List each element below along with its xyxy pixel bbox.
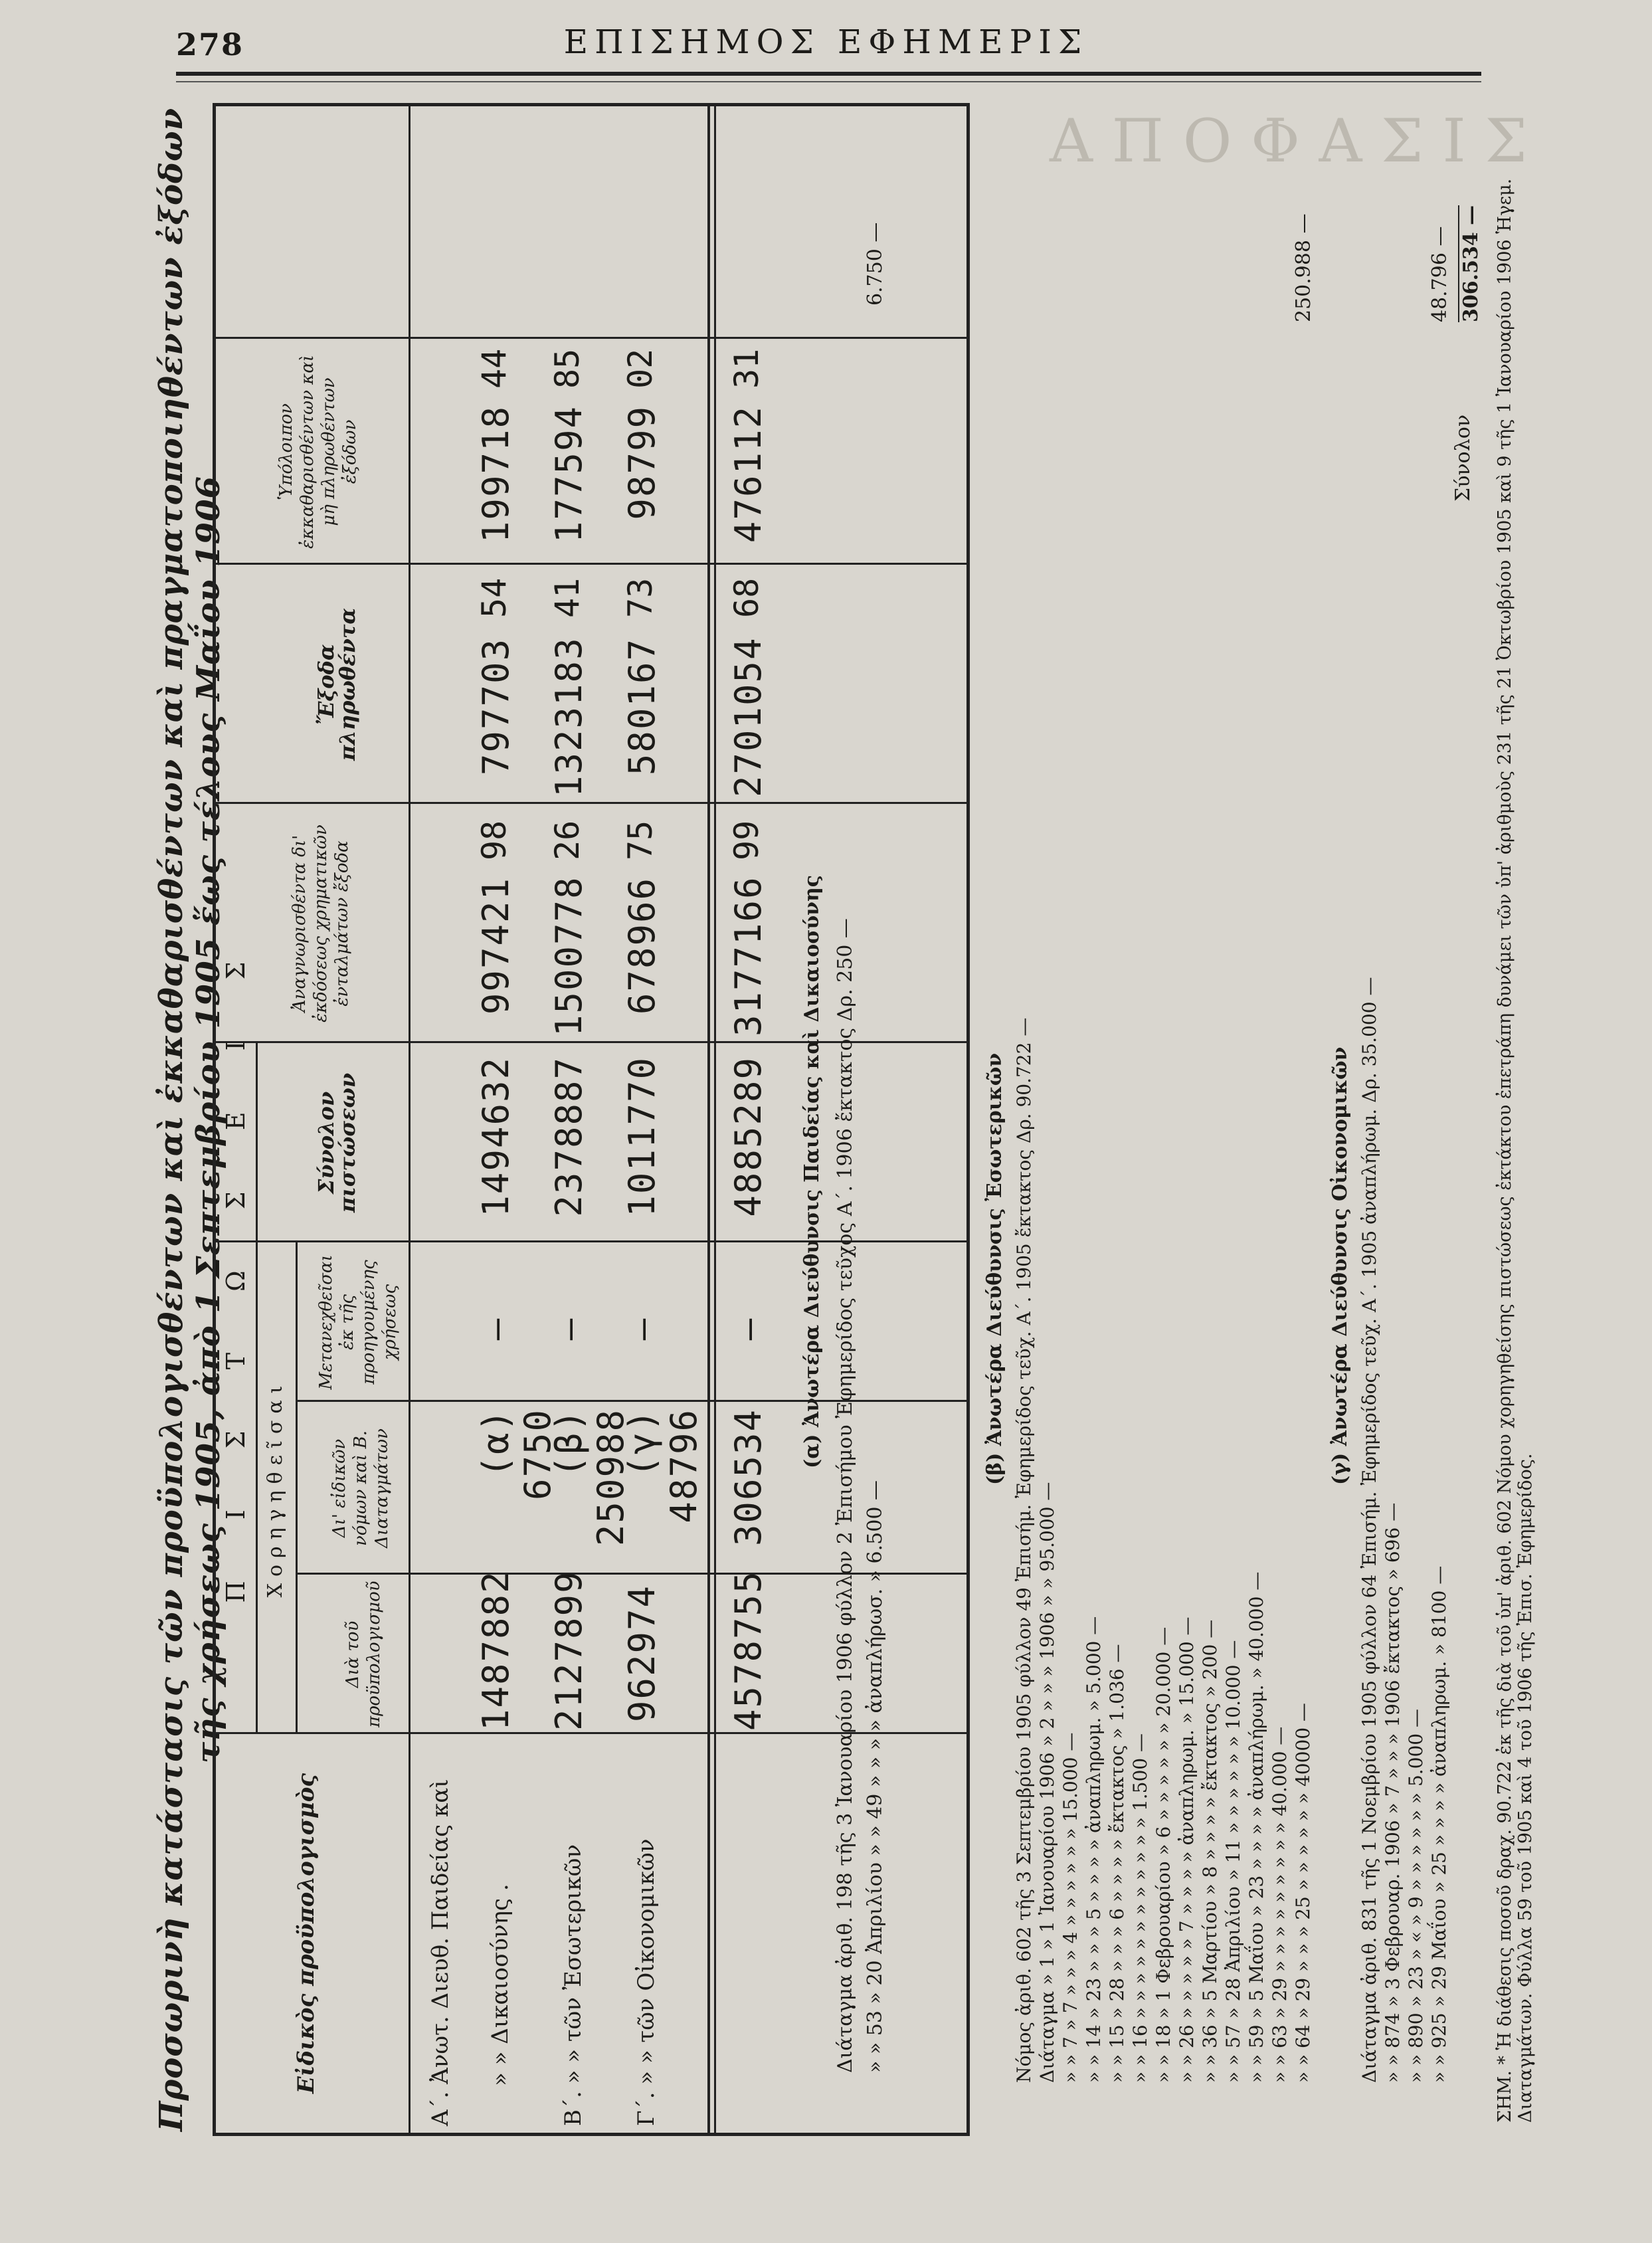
note-b-line-3: » » 7 » 7 » » » 4 » » » » » » 15.000 — [1059, 1732, 1081, 2083]
r3-budget: 962974 [621, 1585, 663, 1723]
document-title: Προσωρινὴ κατάστασις τῶν προϋπολογισθέντων καὶ ἐκκαθαρισθέντων καὶ πραγματοποιηθέντων ἐξόδων τῆς χρήσεως 1905, ἀπὸ 1 Σεπτεμβρίου 1905 ἕως τέλους Μαΐου 1906 [153, 107, 227, 2132]
note-b-line-11: » » 59 » 5 Μαΐου » 23 » » » » ἀναπλήρωμ. » 40.000 — [1245, 1571, 1267, 2083]
note-c-heading: (γ) Ἀνωτέρα Διεύθυνσις Οἰκονομικῶν [1329, 1046, 1352, 1485]
r2-paid-dec: 41 [548, 577, 587, 618]
note-b-line-6: » » 16 » » » » » » » » » » » » 1.500 — [1129, 1733, 1151, 2083]
r1-recognized-dec: 98 [475, 820, 513, 860]
r1-recognized: 997421 [475, 877, 517, 1015]
header-transferred: Μετανεχθεῖσαι ἐκ τῆς προηγουμένης χρήσεως [316, 1254, 400, 1390]
r3-total: 1011770 [621, 1056, 663, 1217]
r2-paid: 1323183 [548, 636, 590, 797]
r1-unpaid-dec: 44 [475, 348, 513, 389]
note-b-line-1: Νόμος ἀριθ. 602 τῆς 3 Σεπτεμβρίου 1905 φύλλον 49 Ἐπισήμ. Ἐφημερίδος τεῦχ. Α΄. 1905 ἔκτακτος Δρ. 90.722 — [1013, 1017, 1035, 2083]
r1-transferred: — [475, 1317, 517, 1341]
note-b-line-12: » » 63 » 29 » » » » » » » » » 40.000 — [1269, 1726, 1291, 2083]
note-a-total: 6.750 — [864, 222, 887, 306]
row-label-3: Β΄. » » τῶν Ἐσωτερικῶν [560, 1844, 587, 2126]
r2-transferred: — [548, 1317, 590, 1341]
total-paid-dec: 68 [727, 577, 766, 618]
grand-total: 306.534 — [1459, 205, 1483, 322]
page-number: 278 [176, 27, 244, 62]
rotated-document [146, 90, 1554, 2149]
header-rule [176, 72, 1481, 76]
r3-paid-dec: 73 [621, 577, 660, 618]
r2-recognized-dec: 26 [548, 820, 587, 860]
r3-recognized-dec: 75 [621, 820, 660, 860]
note-b-total: 250.988 — [1292, 213, 1315, 322]
header-credits-group: Π Ι Σ Τ Ω Σ Ε Ι Σ [221, 935, 250, 1603]
r2-unpaid: 177594 [548, 405, 590, 543]
total-recognized-dec: 99 [727, 820, 766, 860]
note-b-line-2: Διάταγμα » 1 » 1 Ἰανουαρίου 1906 » 2 » » » 1906 » » 95.000 — [1036, 1482, 1058, 2083]
note-b-line-5: » » 15 » 28 » » » 6 » » » » ἔκτακτος » 1.036 — [1106, 1644, 1128, 2083]
r3-recognized: 678966 [621, 877, 663, 1015]
footnote: ΣΗΜ. * Ἡ διάθεσις ποσοῦ δραχ. 90.722 ἐκ τῆς διὰ τοῦ ὑπ' ἀριθ. 602 Νόμου χορηγηθείσης πιστώσεως ἐκτάκτου ἐπετράπη δυνάμει τῶν ὑπ' ἀριθμοὺς 231 τῆς 21 Ὀκτωβρίου 1905 καὶ 9 τῆς 1 Ἰανουαρίου 1906 Ἡγεμ. Διαταγμάτων. Φύλλα 59 τοῦ 1905 καὶ 4 τοῦ 1906 τῆς Ἐπισ. Ἐφημερίδος. [1495, 178, 1536, 2123]
header-total-credits: Σύνολον πιστώσεων [314, 1072, 360, 1213]
r2-special: (β) 250988 [548, 1409, 632, 1547]
note-a-line-1: Διάταγμα ἀριθ. 198 τῆς 3 Ἰανουαρίου 1906 φύλλον 2 Ἐπισήμου Ἐφημερίδος τεῦχος Α΄. 1906 ἔκτακτος Δρ. 250 — [834, 918, 857, 2073]
header-rule-thin [176, 81, 1481, 82]
total-unpaid-dec: 31 [727, 348, 766, 389]
r1-special: (α) 6750 [475, 1409, 559, 1501]
header-special-budget: Εἰδικὸς προϋπολογισμὸς [293, 1773, 320, 2094]
header-unpaid: Ὑπόλοιπον ἐκκαθαρισθέντων καὶ μὴ πληρωθέντων ἐξόδων [276, 355, 360, 549]
gazette-title: ΕΠΙΣΗΜΟΣ ΕΦΗΜΕΡΙΣ [563, 23, 1089, 61]
total-budget: 4578755 [727, 1570, 769, 1731]
note-b-line-10: » » 57 » 28 Ἀπριλίου » 11 » » » » » » 10.000 — [1222, 1640, 1244, 2083]
note-b-line-4: » » 14 » 23 » » » 5 » » » » ἀναπληρωμ. » 5.000 — [1083, 1616, 1105, 2083]
r1-budget: 1487882 [475, 1570, 517, 1731]
note-b-heading: (β) Ἀνωτέρα Διεύθυνσις Ἐσωτερικῶν [983, 1052, 1006, 1485]
note-b-line-13: » » 64 » 29 » » » 25 » » » » » » 40000 — [1292, 1703, 1314, 2083]
r2-budget: 2127899 [548, 1570, 590, 1731]
total-recognized: 3177166 [727, 876, 769, 1036]
total-credits: 4885289 [727, 1056, 769, 1217]
note-a-line-2: » » 53 » 20 Ἀπριλίου » » 49 » » » » ἀναπλήρωσ. » 6.500 — [864, 1480, 887, 2073]
r3-special: (γ) 48796 [621, 1409, 705, 1523]
total-paid: 2701054 [727, 636, 769, 797]
note-c-line-4: » » 925 » 29 Μαΐου » 25 » » » » ἀναπληρωμ. » 8100 — [1428, 1565, 1450, 2083]
statement-table [213, 103, 970, 2136]
header-special-laws: Δι' εἰδικῶν νόμων καὶ Β. Διαταγμάτων [329, 1428, 392, 1548]
r1-unpaid: 199718 [475, 405, 517, 543]
header-granted: Χορηγηθεῖσαι [264, 1379, 287, 1598]
r3-paid: 580167 [621, 638, 663, 776]
r1-total: 1494632 [475, 1056, 517, 1217]
r1-paid-dec: 54 [475, 577, 513, 618]
total-transferred: — [727, 1317, 769, 1341]
r3-transferred: — [621, 1317, 663, 1341]
note-c-sum-label: Σύνολον [1451, 414, 1475, 502]
r2-total: 2378887 [548, 1056, 590, 1217]
page-header [0, 0, 1652, 73]
note-c-line-2: » » 874 » 3 Φεβρουαρ. 1906 » 7 » » » 1906 ἔκτακτος » 696 — [1382, 1502, 1404, 2083]
header-by-budget: Διὰ τοῦ προϋπολογισμοῦ [343, 1581, 384, 1727]
r1-paid: 797703 [475, 638, 517, 776]
bleed-through-text: Α Π Ο Φ Α Σ Ι Σ [1050, 106, 1528, 176]
total-unpaid: 476112 [727, 405, 769, 543]
header-recognized: Ἀναγνωρισθέντα δι' ἐκδόσεως χρηματικῶν ἐνταλμάτων ἔξοδα [290, 825, 352, 1023]
note-c-total: 48.796 — [1428, 226, 1451, 322]
r3-unpaid: 98799 [621, 405, 663, 520]
r3-unpaid-dec: 02 [621, 348, 660, 389]
row-label-2: » » Δικαιοσύνης . [487, 1884, 513, 2086]
row-label-1: Α΄. Ἀνωτ. Διευθ. Παιδείας καὶ [427, 1779, 454, 2126]
note-b-line-8: » » 26 » » » » » 7 » » » » ἀναπληρωμ. » 15.000 — [1176, 1616, 1198, 2083]
total-special: 306534 [727, 1409, 769, 1547]
header-paid: Ἔξοδα πληρωθέντα [314, 607, 360, 761]
r2-unpaid-dec: 85 [548, 348, 587, 389]
r2-recognized: 1500778 [548, 876, 590, 1036]
note-c-line-1: Διάταγμα ἀριθ. 831 τῆς 1 Νοεμβρίου 1905 φύλλον 64 Ἐπισήμ. Ἐφημερίδος τεῦχ. Α΄. 1905 ἀναπλήρωμ. Δρ. 35.000 — [1358, 977, 1380, 2083]
note-b-line-7: » » 18 » 1 Φεβρουαρίου » 6 » » » » » » 20.000 — [1152, 1626, 1174, 2083]
note-c-line-3: » » 890 » 23 » « » 9 » » » » » » 5.000 — [1405, 1708, 1427, 2083]
row-label-4: Γ΄. » » τῶν Οἰκονομικῶν [633, 1838, 660, 2126]
note-b-line-9: » » 36 » 5 Μαρτίου » 8 » » » » ἔκτακτος » 200 — [1199, 1619, 1221, 2083]
note-a-heading: (α) Ἀνωτέρα Διεύθυνσις Παιδείας καὶ Δικαιοσύνης [800, 874, 824, 1468]
